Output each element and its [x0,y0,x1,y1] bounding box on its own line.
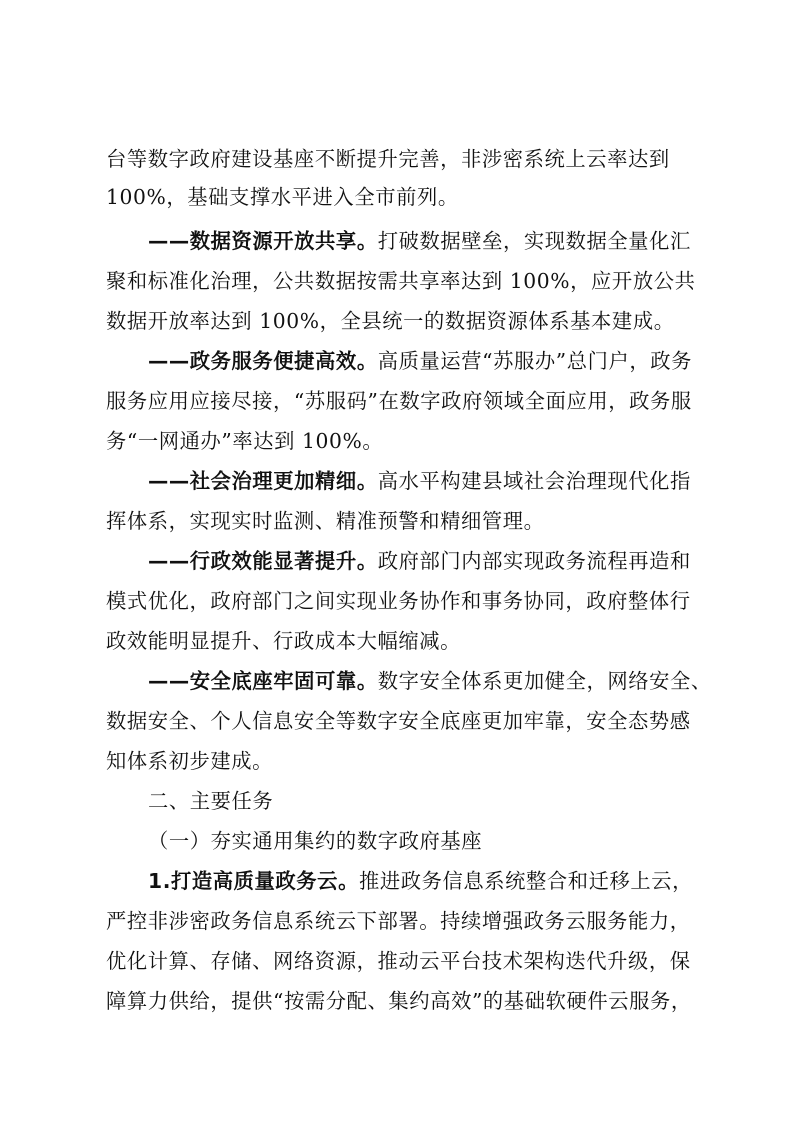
line-text: 数字安全体系更加健全，网络安全、 [377,669,712,693]
paragraph-line [106,302,675,340]
line-text: 高水平构建县域社会治理现代化指 [377,469,691,493]
paragraph-line [106,422,383,460]
subsection-heading [148,822,482,860]
paragraph-line [106,982,692,1020]
goal-security-foundation [148,662,712,700]
paragraph-line [106,902,691,940]
subsection-heading-text: （一）夯实通用集约的数字政府基座 [148,829,483,853]
goal-data-resources [148,222,691,260]
line-text: 政府部门内部实现政务流程再造和 [377,549,691,573]
paragraph-line [106,582,691,620]
line-text: 模式优化，政府部门之间实现业务协作和事务协同，政府整体行 [106,589,691,613]
paragraph-line [106,140,670,178]
task-cloud [148,862,693,900]
line-text: 100%，基础支撑水平进入全市前列。 [106,185,459,209]
line-text: 数据开放率达到 100%，全县统一的数据资源体系基本建成。 [106,309,675,333]
paragraph-line [106,178,459,216]
line-text: 高质量运营“苏服办”总门户，政务 [377,349,692,373]
goal-administrative-efficiency [148,542,691,580]
goal-heading: ——行政效能显著提升。 [148,549,378,573]
section-heading-text: 二、主要任务 [148,789,274,813]
line-text: 数据安全、个人信息安全等数字安全底座更加牢靠，安全态势感 [106,709,691,733]
line-text: 务“一网通办”率达到 100%。 [106,429,384,453]
goal-government-services [148,342,692,380]
line-text: 知体系初步建成。 [106,749,274,773]
paragraph-line [106,622,461,660]
goal-heading: ——数据资源开放共享。 [148,229,378,253]
line-text: 服务应用应接尽接，“苏服码”在数字政府领域全面应用，政务服 [106,389,692,413]
paragraph-line [106,502,545,540]
paragraph-line [106,262,695,300]
goal-social-governance [148,462,691,500]
line-text: 政效能明显提升、行政成本大幅缩减。 [106,629,461,653]
line-text: 挥体系，实现实时监测、精准预警和精细管理。 [106,509,545,533]
line-text: 聚和标准化治理，公共数据按需共享率达到 100%，应开放公共 [106,269,696,293]
task-heading: 1.打造高质量政务云。 [148,869,359,893]
goal-heading: ——安全底座牢固可靠。 [148,669,378,693]
paragraph-line [106,702,691,740]
goal-heading: ——社会治理更加精细。 [148,469,378,493]
section-heading [148,782,273,820]
line-text: 推进政务信息系统整合和迁移上云， [358,869,694,893]
paragraph-line [106,942,691,980]
line-text: 打破数据壁垒，实现数据全量化汇 [377,229,691,253]
goal-heading: ——政务服务便捷高效。 [148,349,378,373]
paragraph-line [106,382,692,420]
line-text: 严控非涉密政务信息系统云下部署。持续增强政务云服务能力， [106,909,691,933]
line-text: 优化计算、存储、网络资源，推动云平台技术架构迭代升级，保 [106,949,691,973]
paragraph-line [106,742,273,780]
line-text: 障算力供给，提供“按需分配、集约高效”的基础软硬件云服务， [106,989,692,1013]
line-text: 台等数字政府建设基座不断提升完善，非涉密系统上云率达到 [106,147,670,171]
